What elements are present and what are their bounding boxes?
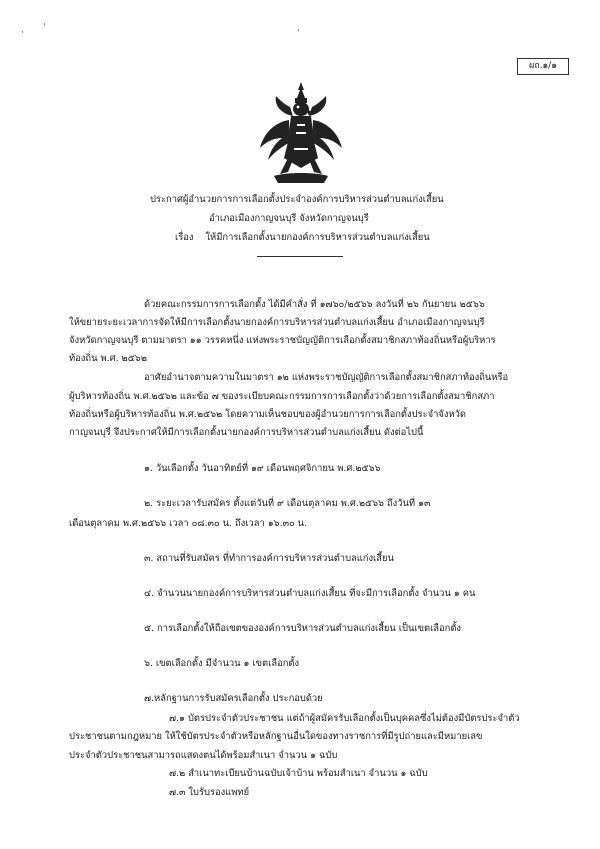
item-application-period: ๒. ระยะเวลารับสมัคร ตั้งแต่วันที่ ๙ เดือนตุลาคม พ.ศ.๒๕๖๖ ถึงวันที่ ๑๓ — [144, 498, 431, 509]
subject-label: เรื่อง — [175, 232, 194, 243]
body-line: จังหวัดกาญจนบุรี ตามมาตรา ๑๑ วรรคหนึ่ง แห่งพระราชบัญญัติการเลือกตั้งสมาชิกสภาท้องถิ่นหรือผู้บริหาร — [69, 335, 496, 346]
subject-line — [175, 232, 430, 244]
body-line: ให้ขยายระยะเวลาการจัดให้มีการเลือกตั้งนายกองค์การบริหารส่วนตำบลแก่งเสี้ยน อำเภอเมืองกาญจนบุรี — [69, 317, 485, 328]
district-province-line: อำเภอเมืองกาญจนบุรี จังหวัดกาญจนบุรี — [209, 213, 369, 224]
body-line: ท้องถิ่นหรือผู้บริหารท้องถิ่น พ.ศ.๒๕๖๒ โดยความเห็นชอบของผู้อำนวยการการเลือกตั้งประจำจังหวัด — [69, 409, 466, 420]
body-line: ด้วยคณะกรรมการการเลือกตั้ง ได้มีคำสั่ง ที่ ๑๗๖๐/๒๕๖๖ ลงวันที่ ๒๖ กันยายน ๒๕๖๖ — [144, 299, 485, 310]
doc-house-registration: ๗.๒ สำเนาทะเบียนบ้านฉบับเจ้าบ้าน พร้อมสำเนา จำนวน ๑ ฉบับ — [169, 768, 428, 779]
subject-text: ให้มีการเลือกตั้งนายกองค์การบริหารส่วนตำบลแก่งเสี้ยน — [205, 232, 430, 243]
item-number-of-seats: ๔. จำนวนนายกองค์การบริหารส่วนตำบลแก่งเสี้ยน ที่จะมีการเลือกตั้ง จำนวน ๑ คน — [144, 588, 476, 599]
item-application-place: ๓. สถานที่รับสมัคร ที่ทำการองค์การบริหารส่วนตำบลแก่งเสี้ยน — [144, 553, 394, 564]
heading-underline — [257, 256, 343, 257]
doc-id-card-cont: ประชาชนตามกฎหมาย ให้ใช้บัตรประจำตัวหรือหลักฐานอื่นใดของทางราชการที่มีรูปถ่ายและมีหมายเลข — [69, 731, 483, 742]
item-constituency: ๕. การเลือกตั้งให้ถือเขตขององค์การบริหารส่วนตำบลแก่งเสี้ยน เป็นเขตเลือกตั้ง — [144, 623, 461, 634]
scan-speck: · — [21, 28, 24, 38]
doc-id-card: ๗.๑ บัตรประจำตัวประชาชน แต่ถ้าผู้สมัครรับเลือกตั้งเป็นบุคคลซึ่งไม่ต้องมีบัตรประจำตัว — [169, 713, 520, 724]
item-application-period-cont: เดือนตุลาคม พ.ศ.๒๕๖๖ เวลา ๐๘.๓๐ น. ถึงเวลา ๑๖.๓๐ น. — [69, 518, 308, 529]
scan-speck: ' — [43, 23, 46, 33]
form-code-box: ผถ.๑/๑ — [517, 58, 569, 75]
item-election-date: ๑. วันเลือกตั้ง วันอาทิตย์ที่ ๑๙ เดือนพฤศจิกายน พ.ศ.๒๕๖๖ — [144, 463, 381, 474]
item-required-documents: ๗.หลักฐานการรับสมัครเลือกตั้ง ประกอบด้วย — [144, 693, 323, 704]
body-line: อาศัยอำนาจตามความในมาตรา ๑๒ แห่งพระราชบัญญัติการเลือกตั้งสมาชิกสภาท้องถิ่นหรือ — [144, 372, 509, 383]
doc-id-card-cont: ประจำตัวประชาชนสามารถแสดงตนได้พร้อมสำเนา จำนวน ๑ ฉบับ — [69, 750, 338, 761]
announcement-heading: ประกาศผู้อำนวยการการเลือกตั้งประจำองค์การบริหารส่วนตำบลแก่งเสี้ยน — [150, 194, 444, 205]
scan-speck: · — [297, 26, 300, 36]
garuda-emblem-icon — [258, 80, 344, 185]
doc-medical-certificate: ๗.๓ ใบรับรองแพทย์ — [169, 787, 250, 798]
body-line: ผู้บริหารท้องถิ่น พ.ศ.๒๕๖๒ และข้อ ๗ ของระเบียบคณะกรรมการการเลือกตั้งว่าด้วยการเลือกตั้งสมาชิกสภา — [69, 391, 495, 402]
body-line: ท้องถิ่น พ.ศ. ๒๕๖๒ — [69, 353, 147, 364]
item-constituency-count: ๖. เขตเลือกตั้ง มีจำนวน ๑ เขตเลือกตั้ง — [144, 658, 300, 669]
body-line: กาญจนบุรี จึงประกาศให้มีการเลือกตั้งนายกองค์การบริหารส่วนตำบลแก่งเสี้ยน ดังต่อไปนี้ — [69, 427, 424, 438]
